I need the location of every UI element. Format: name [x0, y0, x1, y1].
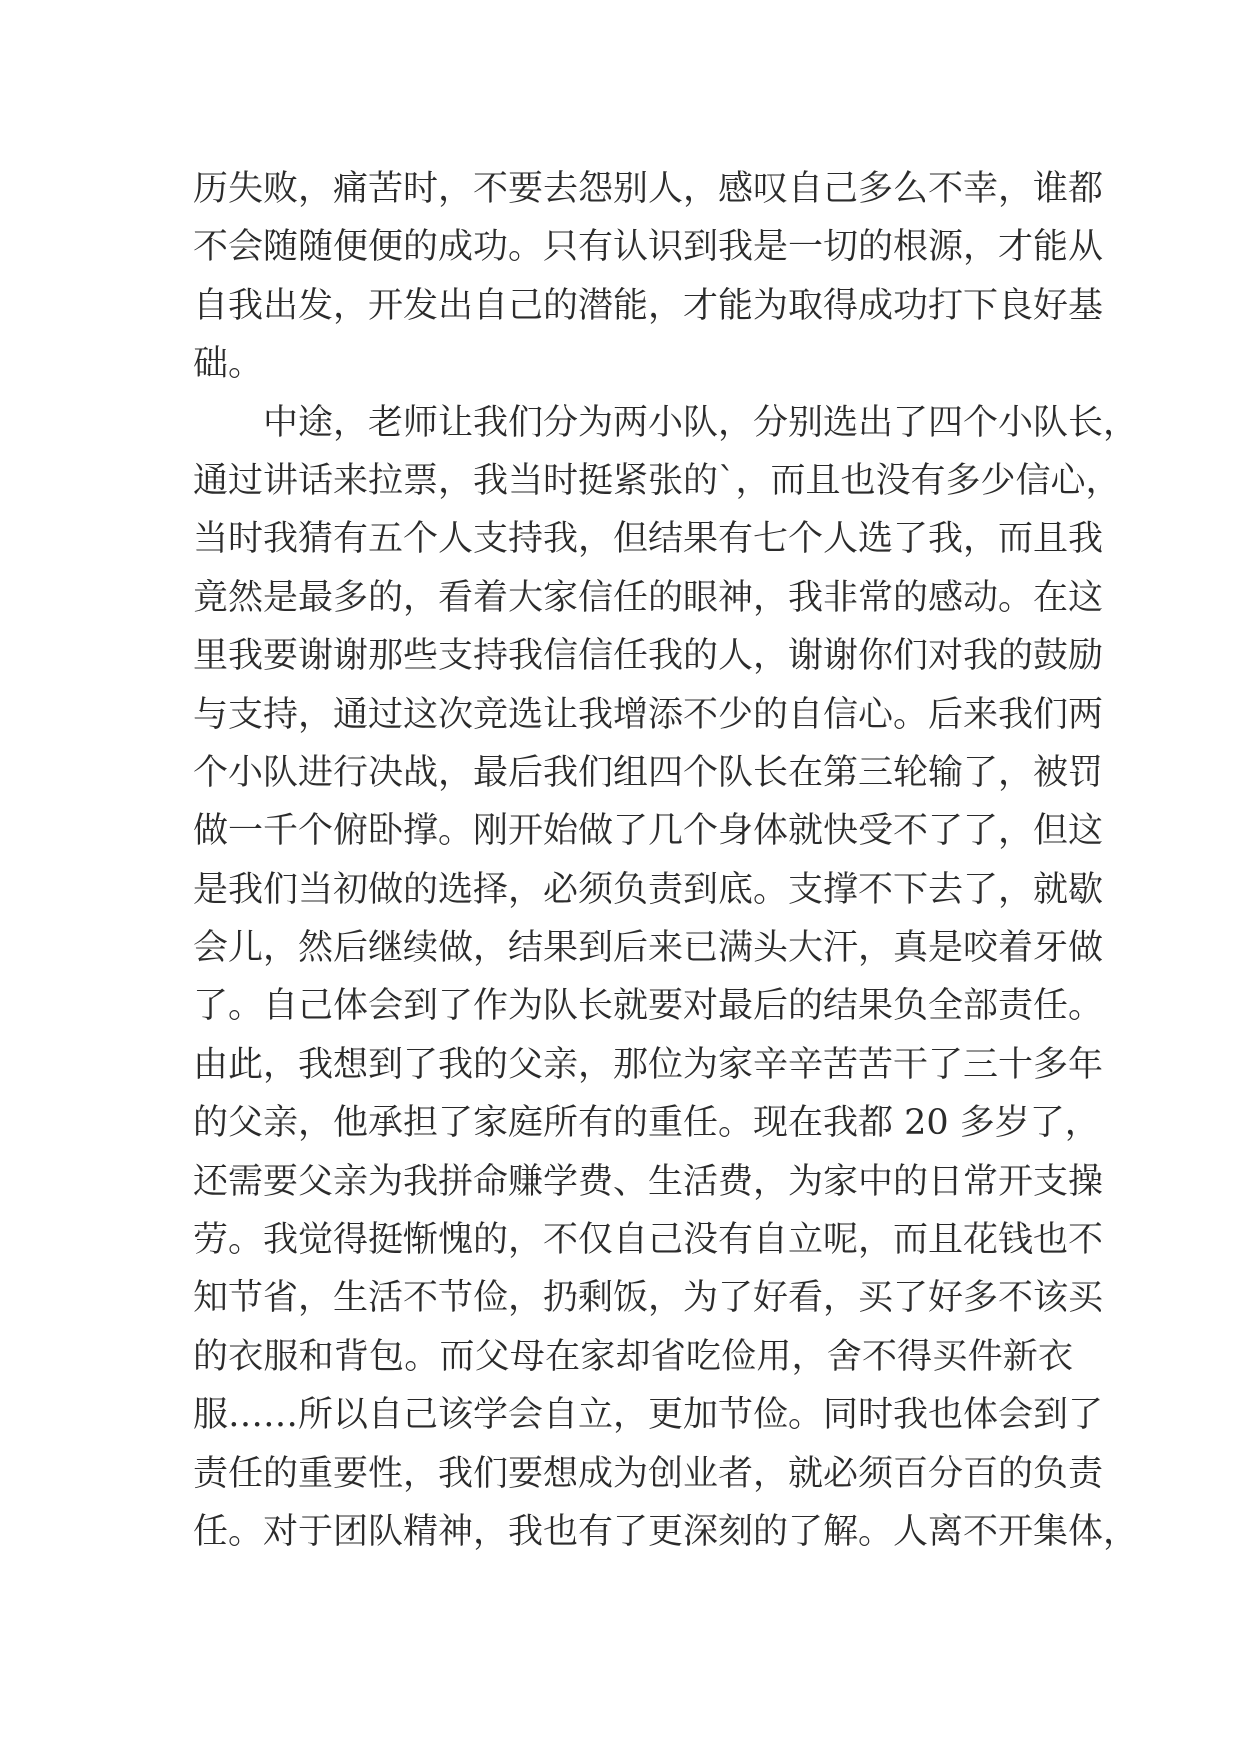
text-line: 任。对于团队精神，我也有了更深刻的了解。人离不开集体， [193, 1511, 1139, 1552]
text-line: 的衣服和背包。而父母在家却省吃俭用，舍不得买件新衣 [193, 1336, 1073, 1377]
text-line: 会儿，然后继续做，结果到后来已满头大汗，真是咬着牙做 [193, 928, 1104, 969]
text-line: 础。 [193, 344, 264, 385]
text-line: 了。自己体会到了作为队长就要对最后的结果负全部责任。 [193, 986, 1104, 1027]
text-line: 竟然是最多的，看着大家信任的眼神，我非常的感动。在这 [193, 577, 1104, 618]
paragraph-first-line: 中途，老师让我们分为两小队，分别选出了四个小队长， [263, 402, 1139, 443]
text-line: 里我要谢谢那些支持我信信任我的人，谢谢你们对我的鼓励 [193, 636, 1104, 677]
text-line: 自我出发，开发出自己的潜能，才能为取得成功打下良好基 [193, 285, 1104, 326]
text-line: 服……所以自己该学会自立，更加节俭。同时我也体会到了 [193, 1395, 1104, 1436]
text-line: 当时我猜有五个人支持我，但结果有七个人选了我，而且我 [193, 519, 1104, 560]
text-line: 的父亲，他承担了家庭所有的重任。现在我都 20 多岁了， [193, 1103, 1100, 1144]
text-line: 通过讲话来拉票，我当时挺紧张的`，而且也没有多少信心， [193, 460, 1121, 501]
body-text [193, 160, 1139, 1561]
text-line: 是我们当初做的选择，必须负责到底。支撑不下去了，就歇 [193, 869, 1104, 910]
text-line: 劳。我觉得挺惭愧的，不仅自己没有自立呢，而且花钱也不 [193, 1220, 1104, 1261]
text-line: 历失败，痛苦时，不要去怨别人，感叹自己多么不幸，谁都 [193, 169, 1104, 209]
text-line: 由此，我想到了我的父亲，那位为家辛辛苦苦干了三十多年 [193, 1044, 1104, 1085]
text-line: 与支持，通过这次竞选让我增添不少的自信心。后来我们两 [193, 694, 1104, 735]
text-line: 不会随随便便的成功。只有认识到我是一切的根源，才能从 [193, 227, 1104, 268]
text-line: 知节省，生活不节俭，扔剩饭，为了好看，买了好多不该买 [193, 1278, 1104, 1319]
text-line: 还需要父亲为我拼命赚学费、生活费，为家中的日常开支操 [193, 1161, 1104, 1202]
text-line: 责任的重要性，我们要想成为创业者，就必须百分百的负责 [193, 1453, 1104, 1494]
text-line: 个小队进行决战，最后我们组四个队长在第三轮输了，被罚 [193, 752, 1104, 793]
text-line: 做一千个俯卧撑。刚开始做了几个身体就快受不了了，但这 [193, 811, 1104, 852]
